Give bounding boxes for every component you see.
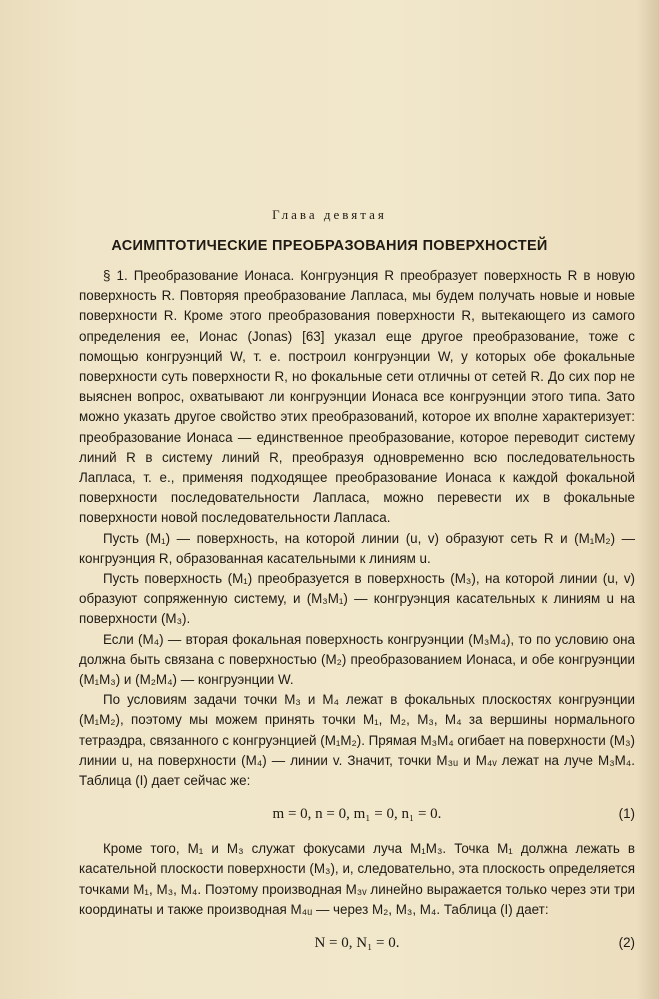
formula-2 [79,926,635,960]
paragraph-3: Пусть поверхность (M₁) преобразуется в поверхность (M₃), на которой линии (u, v) образуют сопряженную систему, и (M₃M₁) — конгруэнция касательных к линиям u на поверхности (M₃). [79,571,635,627]
paragraph-6: Кроме того, M₁ и M₃ служат фокусами луча M₁M₃. Точка M₁ должна лежать в касательной плоскости поверхности (M₃), и, следовательно, эта плоскость определяется точками M₁, M₃, M₄. Поэтому производная M₃ᵥ линейно выражается только через эти три координаты и также производная M₄ᵤ — через M₂, M₃, M₄. Таблица (I) дает: [79,841,635,917]
formula-1 [79,797,635,831]
paragraph-2: Пусть (M₁) — поверхность, на которой линии (u, v) образуют сеть R и (M₁M₂) — конгруэнция R, образованная касательными к линиям u. [79,530,635,566]
equation-number-1: (1) [618,806,635,822]
page-edge-shadow [637,0,659,999]
paragraph-4: Если (M₄) — вторая фокальная поверхность конгруэнции (M₃M₄), то по условию она должна быть связана с поверхностью (M₂) преобразованием Ионаса, и обе конгруэнции (M₁M₃) и (M₂M₄) — конгруэнции W. [79,631,635,688]
section-title: АСИМПТОТИЧЕСКИЕ ПРЕОБРАЗОВАНИЯ ПОВЕРХНОСТЕЙ [111,238,548,254]
paragraph-1: § 1. Преобразование Ионаса. Конгруэнция R преобразует поверхность R в новую поверхность R. Повторяя преобразование Лапласа, мы будем получать новые и новые поверхности R. Кроме этого преобразования поверхности R, вытекающего из самого определения ее, Ионас (Jonas) [63] указал еще другое преобразование, тоже с помощью конгруэнций W, т. е. построил конгруэнции W, у которых обе фокальные поверхности суть поверхности R, но фокальные сети отличны от сетей R. До сих пор не выяснен вопрос, охватывают ли конгруэнции Ионаса все конгруэнции этого типа. Зато можно указать другое свойство этих преобразований, которое их вполне характеризует: преобразование Ионаса — единственное преобразование, которое переводит систему линий R в систему линий R, преобразуя одновременно всю последовательность Лапласа, т. е., применяя подходящее преобразование Ионаса к каждой фокальной поверхности последовательности Лапласа, можно перевести их в фокальные поверхности новой последовательности Лапласа. [79,268,635,526]
formula-2-text: N = 0, N₁ = 0. [314,934,400,951]
equation-number-2: (2) [618,934,635,950]
formula-1-text: m = 0, n = 0, m₁ = 0, n₁ = 0. [272,806,442,823]
chapter-heading: Глава девятая [272,207,387,222]
body-text [79,266,635,968]
paragraph-5: По условиям задачи точки M₃ и M₄ лежат в фокальных плоскостях конгруэнции (M₁M₂), поэтому мы можем принять точки M₁, M₂, M₃, M₄ за вершины нормального тетраэдра, связанного с конгруэнцией (M₁M₂). Прямая M₃M₄ огибает на поверхности (M₃) линии u, на поверхности (M₄) — линии v. Значит, точки M₃ᵤ и M₄ᵥ лежат на луче M₃M₄. Таблица (I) дает сейчас же: [79,692,635,789]
